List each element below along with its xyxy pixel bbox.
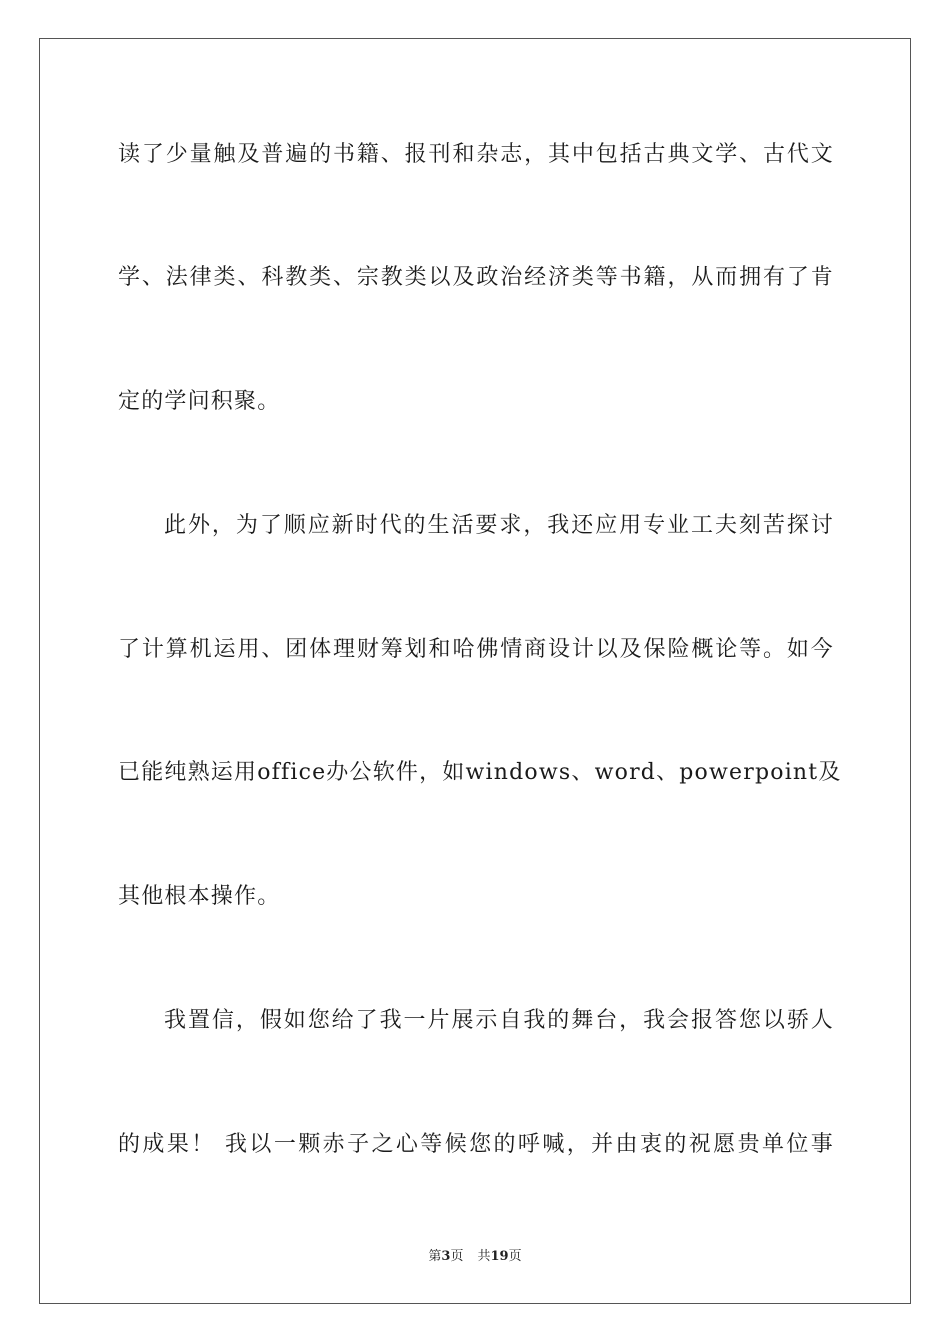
text-line-4: 此外，为了顺应新时代的生活要求，我还应用专业工夫刻苦探讨 [164,513,834,538]
footer-total-number: 19 [490,1249,509,1264]
footer-page-prefix: 第 [428,1249,442,1264]
text-line-1: 读了少量触及普遍的书籍、报刊和杂志，其中包括古典文学、古代文 [118,142,834,167]
text-line-7: 其他根本操作。 [118,884,281,909]
footer-total-suffix: 页 [508,1249,522,1264]
page-footer [0,1247,950,1267]
page-border [39,38,911,1304]
footer-total-prefix: 共 [477,1249,491,1264]
text-line-5: 了计算机运用、团体理财筹划和哈佛情商设计以及保险概论等。如今 [118,637,834,662]
footer-page-number: 3 [441,1249,451,1264]
footer-page-suffix: 页 [450,1249,464,1264]
text-line-3: 定的学问积聚。 [118,389,281,414]
text-line-2: 学、法律类、科教类、宗教类以及政治经济类等书籍，从而拥有了肯 [118,265,834,290]
text-line-9: 的成果！ 我以一颗赤子之心等候您的呼喊，并由衷的祝愿贵单位事 [118,1132,834,1157]
text-line-8: 我置信，假如您给了我一片展示自我的舞台，我会报答您以骄人 [164,1008,834,1033]
text-line-6: 已能纯熟运用office办公软件，如windows、word、powerpoint及 [118,760,842,785]
